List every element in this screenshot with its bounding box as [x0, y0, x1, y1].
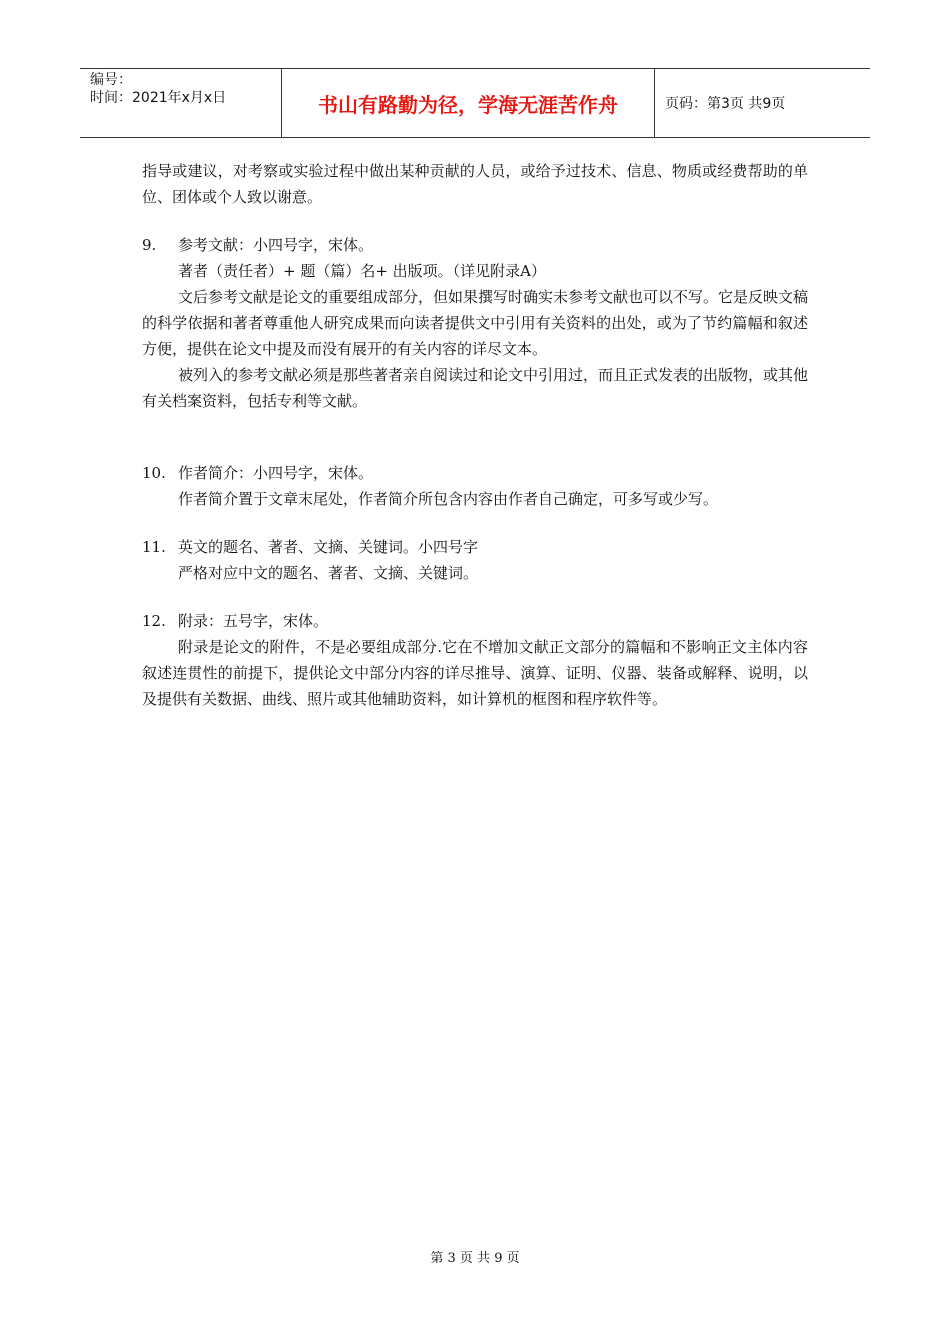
document-body — [142, 158, 808, 712]
section-subline: 作者简介置于文章末尾处，作者简介所包含内容由作者自己确定，可多写或少写。 — [178, 490, 719, 508]
section-number: 9. — [142, 236, 157, 254]
paragraph: 被列入的参考文献必须是那些著者亲自阅读过和论文中引用过，而且正式发表的出版物，或其他有关档案资料，包括专利等文献。 — [142, 366, 809, 410]
header-page-info: 页码：第3页 共9页 — [665, 96, 786, 112]
page-footer: 第 3 页 共 9 页 — [430, 1251, 520, 1266]
section-references-heading — [142, 232, 808, 258]
section-subline: 著者（责任者）+ 题（篇）名+ 出版项。（详见附录A） — [178, 262, 547, 280]
section-number: 10. — [142, 464, 166, 482]
section-title: 附录：五号字，宋体。 — [178, 612, 329, 630]
section-appendix-heading — [142, 608, 808, 634]
section-english-heading — [142, 534, 808, 560]
section-author-heading — [142, 460, 808, 486]
intro-paragraph: 指导或建议，对考察或实验过程中做出某种贡献的人员，或给予过技术、信息、物质或经费帮助的单位、团体或个人致以谢意。 — [142, 162, 808, 206]
header-meta — [80, 69, 282, 137]
section-number: 12. — [142, 612, 166, 630]
section-number: 11. — [142, 538, 166, 556]
section-title: 参考文献：小四号字，宋体。 — [178, 236, 374, 254]
date-label: 时间：2021年x月x日 — [90, 90, 227, 106]
page-header — [80, 68, 870, 138]
header-motto: 书山有路勤为径，学海无涯苦作舟 — [282, 69, 655, 137]
number-label: 编号： — [90, 72, 132, 88]
paragraph: 文后参考文献是论文的重要组成部分，但如果撰写时确实未参考文献也可以不写。它是反映文稿的科学依据和著者尊重他人研究成果而向读者提供文中引用有关资料的出处，或为了节约篇幅和叙述方便，提供在论文中提及而没有展开的有关内容的详尽文本。 — [142, 288, 809, 358]
section-title: 英文的题名、著者、文摘、关键词。小四号字 — [178, 538, 479, 556]
paragraph: 附录是论文的附件，不是必要组成部分.它在不增加文献正文部分的篇幅和不影响正文主体内容叙述连贯性的前提下，提供论文中部分内容的详尽推导、演算、证明、仪器、装备或解释、说明，以及提供有关数据、曲线、照片或其他辅助资料，如计算机的框图和程序软件等。 — [142, 638, 808, 708]
section-subline: 严格对应中文的题名、著者、文摘、关键词。 — [178, 564, 479, 582]
section-title: 作者简介：小四号字，宋体。 — [178, 464, 374, 482]
